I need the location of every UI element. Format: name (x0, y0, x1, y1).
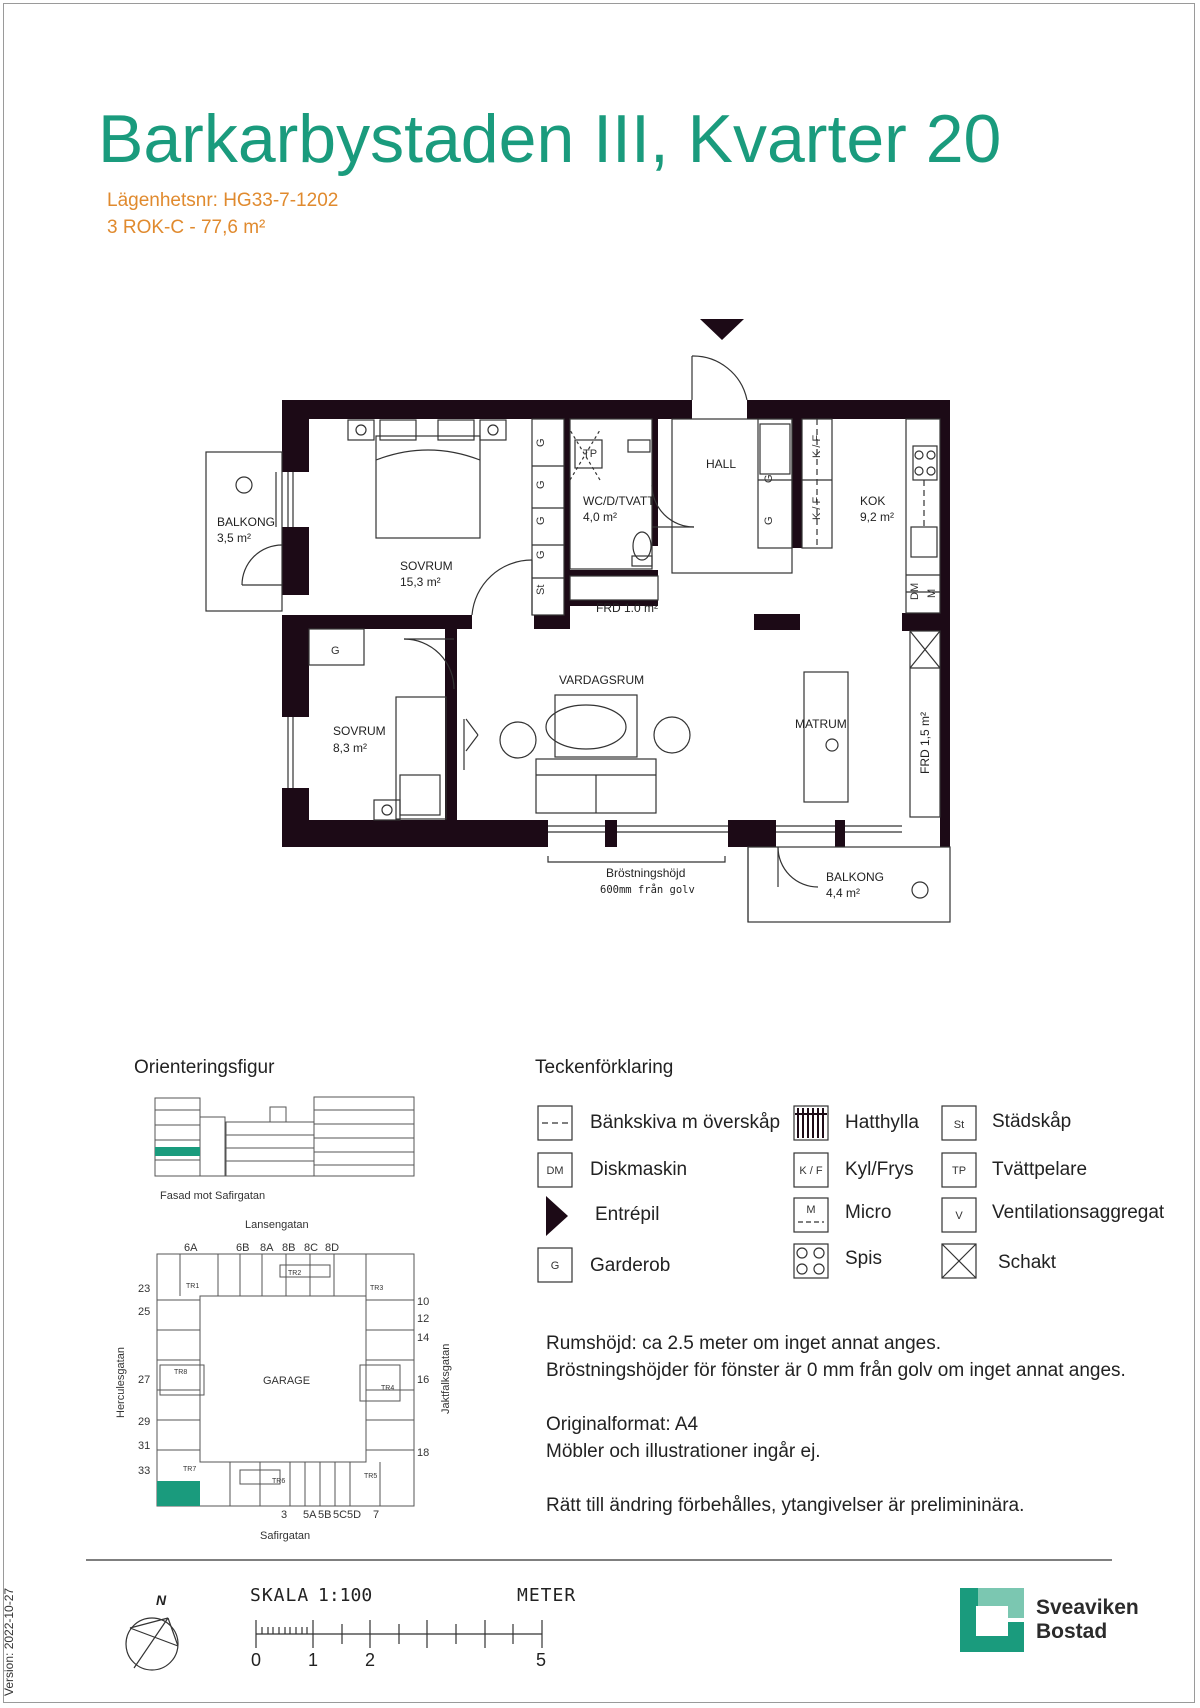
room-name: FRD 1.0 m² (596, 601, 659, 615)
brand-logo-icon (960, 1588, 1024, 1652)
house-number: 7 (373, 1509, 380, 1521)
tag-m: M (926, 588, 938, 598)
note-disclaimer: Rätt till ändring förbehålles, ytangivelser är prelimininära. (546, 1495, 1025, 1516)
house-number: 5C (333, 1509, 348, 1521)
tag-g: G (763, 516, 775, 525)
note-window-height: Bröstningshöjder för fönster är 0 mm från golv om inget annat anges. (546, 1360, 1126, 1381)
stair-tag: TR5 (364, 1473, 378, 1480)
tag-g: G (535, 438, 547, 447)
room-name: WC/D/TVATT (583, 494, 655, 508)
tag-g: G (535, 480, 547, 489)
apartment-number: Lägenhetsnr: HG33-7-1202 (107, 190, 339, 211)
tag-g: G (535, 516, 547, 525)
room-name: MATRUM (795, 717, 847, 731)
room-area: 15,3 m² (400, 575, 441, 589)
entrance-arrow-icon (700, 319, 744, 340)
orientation-title: Orienteringsfigur (134, 1057, 275, 1078)
scale-tick-label: 5 (536, 1650, 547, 1670)
house-number: 23 (138, 1283, 151, 1295)
room-name: HALL (706, 457, 737, 471)
legend-symbol-text: G (550, 1260, 560, 1272)
room-name: BALKONG (826, 870, 885, 884)
legend-symbol-text: DM (546, 1165, 564, 1177)
stair-tag: TR1 (186, 1283, 200, 1290)
legend-label: Städskåp (992, 1111, 1072, 1132)
street-top: Lansengatan (245, 1219, 309, 1231)
house-number: 16 (417, 1374, 430, 1386)
stair-tag: TR8 (174, 1369, 188, 1376)
room-name: SOVRUM (333, 724, 386, 738)
legend-symbol-text: TP (951, 1165, 967, 1177)
room-area: 3,5 m² (217, 531, 252, 545)
legend-label: Tvättpelare (992, 1159, 1088, 1180)
legend-label: Bänkskiva m överskåp (590, 1112, 781, 1133)
legend-symbol-text: K / F (799, 1165, 823, 1177)
legend-label: Diskmaskin (590, 1159, 688, 1180)
legend-label: Schakt (998, 1252, 1057, 1273)
house-number: 6B (236, 1242, 250, 1254)
stair-tag: TR2 (288, 1270, 302, 1277)
house-number: 12 (417, 1313, 430, 1325)
scale-tick-label: 2 (365, 1650, 376, 1670)
legend-symbol-text: V (955, 1210, 963, 1222)
room-area: 9,2 m² (860, 510, 895, 524)
scale-ratio: 1:100 (318, 1585, 373, 1606)
legend-symbol-text: St (953, 1119, 965, 1131)
legend-label: Kyl/Frys (845, 1159, 914, 1180)
tag-dm: DM (909, 582, 921, 600)
window-note-line2: 600mm från golv (600, 884, 695, 896)
tag-kf: K / F (811, 434, 823, 458)
house-number: 18 (417, 1447, 430, 1459)
street-right: Jaktfalksgatan (440, 1343, 452, 1414)
room-name: FRD 1,5 m² (918, 711, 932, 774)
stair-tag: TR4 (381, 1385, 395, 1392)
apartment-type: 3 ROK-C - 77,6 m² (107, 217, 266, 238)
house-number: 10 (417, 1296, 430, 1308)
house-number: 27 (138, 1374, 151, 1386)
tag-kf: K / F (811, 496, 823, 520)
walls (282, 400, 950, 847)
house-number: 5B (318, 1509, 332, 1521)
tag-g: G (535, 550, 547, 559)
house-number: 25 (138, 1306, 151, 1318)
legend-title: Teckenförklaring (535, 1057, 674, 1078)
legend-label: Garderob (590, 1255, 671, 1276)
room-name: VARDAGSRUM (559, 673, 645, 687)
legend-label: Entrépil (595, 1204, 660, 1225)
legend-symbol-text: M (806, 1204, 816, 1216)
note-furniture: Möbler och illustrationer ingår ej. (546, 1441, 821, 1462)
note-room-height: Rumshöjd: ca 2.5 meter om inget annat anges. (546, 1333, 942, 1354)
house-number: 14 (417, 1332, 430, 1344)
room-name: SOVRUM (400, 559, 453, 573)
house-number: 8D (325, 1242, 340, 1254)
legend-label: Hatthylla (845, 1112, 919, 1133)
stair-tag: TR7 (183, 1466, 197, 1473)
house-number: 8A (260, 1242, 274, 1254)
tag-st: St (535, 584, 547, 595)
room-name: KOK (860, 494, 886, 508)
apartment-highlight (157, 1481, 200, 1506)
tag-g: G (331, 645, 340, 657)
stair-tag: TR6 (272, 1478, 286, 1485)
house-number: 5A (303, 1509, 317, 1521)
tag-tp: TP (583, 448, 598, 460)
project-title: Barkarbystaden III, Kvarter 20 (98, 101, 1002, 177)
brand-name-line1: Sveaviken (1036, 1596, 1139, 1619)
house-number: 8B (282, 1242, 296, 1254)
version-label: Version: 2022-10-27 (2, 1587, 16, 1696)
legend-label: Micro (845, 1202, 892, 1223)
entrance-legend-icon (546, 1196, 568, 1236)
street-bottom: Safirgatan (260, 1530, 311, 1542)
window-note-line1: Bröstningshöjd (606, 866, 686, 880)
house-number: 33 (138, 1465, 151, 1477)
scale-tick-label: 0 (251, 1650, 262, 1670)
house-number: 6A (184, 1242, 198, 1254)
facade-highlight (155, 1147, 200, 1156)
room-area: 8,3 m² (333, 741, 368, 755)
house-number: 5D (347, 1509, 362, 1521)
room-area: 4,4 m² (826, 886, 861, 900)
house-number: 8C (304, 1242, 319, 1254)
legend-label: Spis (845, 1248, 882, 1269)
stair-tag: TR3 (370, 1285, 384, 1292)
compass-north-label: N (156, 1592, 167, 1608)
garage-label: GARAGE (263, 1375, 311, 1387)
brand-name-line2: Bostad (1036, 1620, 1108, 1643)
compass-icon (126, 1618, 178, 1670)
scale-bar (256, 1620, 542, 1648)
note-original-format: Originalformat: A4 (546, 1414, 699, 1435)
scale-tick-label: 1 (308, 1650, 319, 1670)
room-name: BALKONG (217, 515, 276, 529)
legend-label: Ventilationsaggregat (992, 1202, 1165, 1223)
room-area: 4,0 m² (583, 510, 618, 524)
orientation-figure (155, 1097, 414, 1506)
scale-unit: METER (517, 1585, 577, 1606)
house-number: 31 (138, 1440, 151, 1452)
scale-label: SKALA (250, 1585, 310, 1606)
house-number: 3 (281, 1509, 288, 1521)
house-number: 29 (138, 1416, 151, 1428)
facade-label: Fasad mot Safirgatan (160, 1190, 266, 1202)
street-left: Herculesgatan (115, 1347, 127, 1418)
tag-g: G (763, 474, 775, 483)
